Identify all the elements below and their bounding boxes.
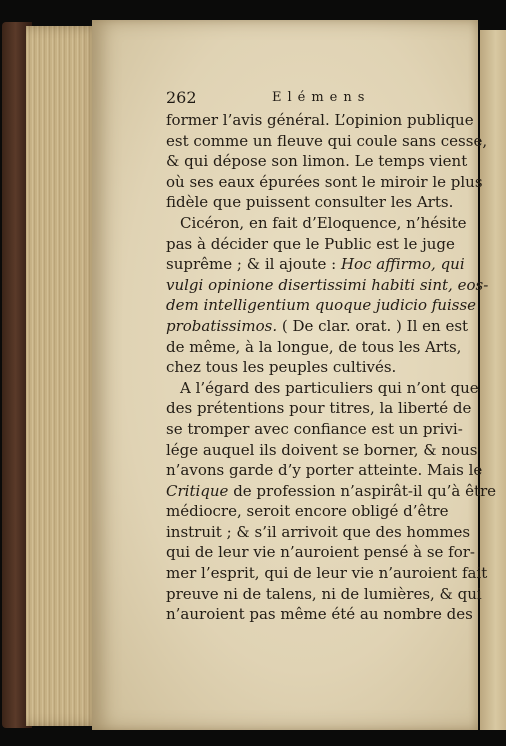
body-text [166, 110, 497, 625]
text-line [166, 398, 472, 419]
text-segment: est comme un fleuve qui coule sans cesse, [166, 131, 488, 150]
text-line [166, 192, 454, 213]
text-line [166, 131, 488, 152]
text-line [166, 481, 497, 502]
text-line [166, 419, 463, 440]
text-line [166, 501, 449, 522]
text-segment: & qui dépose son limon. Le temps vient [166, 152, 468, 171]
page-header [166, 88, 446, 110]
text-line [166, 254, 465, 275]
text-line [166, 460, 483, 481]
italic-text: probatissimos. [166, 316, 278, 335]
text-line [166, 378, 479, 399]
text-segment: preuve ni de talens, ni de lumières, & qui [166, 584, 482, 603]
text-segment: ( De clar. orat. ) Il en est [277, 316, 469, 335]
text-line [166, 357, 444, 378]
text-segment: mer l’esprit, qui de leur vie n’auroient fait [166, 564, 488, 583]
text-segment: suprême ; & il ajoute : [166, 255, 341, 274]
page-number: 262 [166, 88, 197, 107]
text-line [166, 275, 489, 296]
text-line [166, 172, 483, 193]
text-segment: Cicéron, en fait d’Eloquence, n’hésite [180, 213, 467, 232]
text-segment: chez tous les peuples cultivés. [166, 358, 397, 377]
text-line [166, 213, 467, 234]
italic-text: dem intelligentium quoque judicio fuisse [166, 296, 477, 315]
text-line [166, 337, 462, 358]
text-line [166, 316, 469, 337]
text-segment: instruit ; & s’il arrivoit que des hommes [166, 522, 471, 541]
text-segment: former l’avis général. L’opinion publique [166, 111, 474, 129]
text-line [166, 522, 471, 543]
text-line [166, 440, 478, 461]
text-segment: n’avons garde d’y porter atteinte. Mais le [166, 461, 483, 480]
page-stack-edges [26, 26, 102, 726]
italic-text: Hoc affirmo, qui [340, 255, 465, 274]
text-line [166, 234, 455, 255]
text-segment: pas à décider que le Public est le juge [166, 234, 455, 253]
text-line [166, 604, 473, 625]
text-segment: médiocre, seroit encore obligé d’être [166, 502, 449, 521]
text-segment: fidèle que puissent consulter les Arts. [166, 193, 454, 212]
text-segment: A l’égard des particuliers qui n’ont que [180, 378, 479, 397]
text-line [166, 584, 482, 605]
text-segment: des prétentions pour titres, la liberté de [166, 399, 472, 418]
text-line [166, 542, 475, 563]
text-segment: se tromper avec confiance est un privi- [166, 419, 463, 438]
text-line [166, 295, 477, 316]
text-segment: lége auquel ils doivent se borner, & nous [166, 440, 478, 459]
text-segment: de profession n’aspirât-il qu’à être [228, 481, 497, 500]
text-line [166, 110, 474, 131]
text-line [166, 151, 468, 172]
text-segment: n’auroient pas même été au nombre des [166, 605, 473, 624]
italic-text: Critique [166, 481, 229, 500]
text-segment: où ses eaux épurées sont le miroir le plus [166, 172, 483, 191]
text-segment: qui de leur vie n’auroient pensé à se for- [166, 543, 475, 562]
running-head: Elémens [272, 90, 371, 105]
italic-text: vulgi opinione disertissimi habiti sint, eos- [166, 275, 489, 294]
text-segment: de même, à la longue, de tous les Arts, [166, 337, 462, 356]
text-line [166, 563, 488, 584]
